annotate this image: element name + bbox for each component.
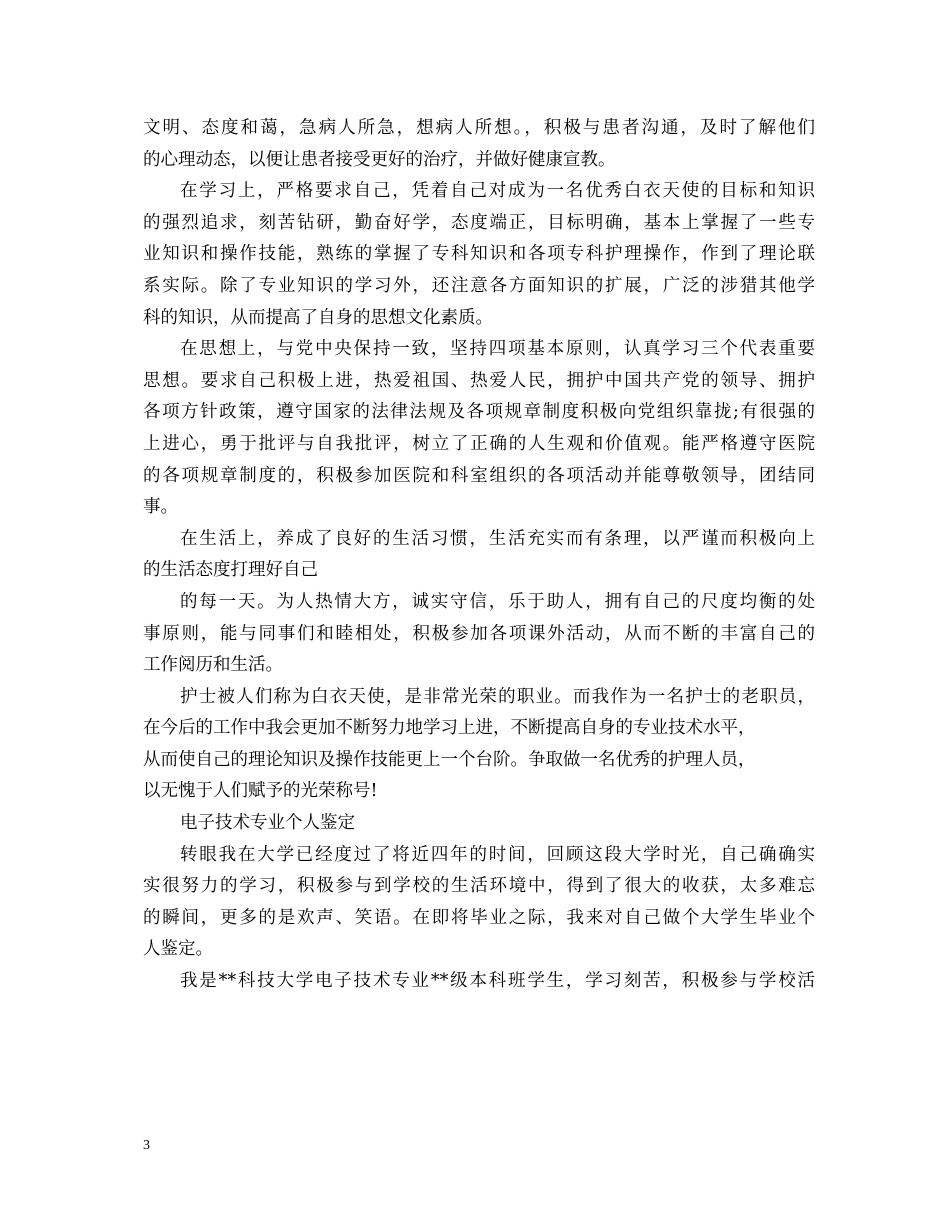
- text-line: 电子技术专业个人鉴定: [180, 813, 355, 834]
- text-line: 的强烈追求，刻苦钻研，勤奋好学，态度端正，目标明确，基本上掌握了一些专: [143, 212, 815, 233]
- text-line: 系实际。除了专业知识的学习外，还注意各方面知识的扩展，广泛的涉猎其他学: [143, 275, 815, 296]
- text-line: 我是**科技大学电子技术专业**级本科班学生，学习刻苦，积极参与学校活: [180, 971, 815, 992]
- text-line: 的每一天。为人热情大方，诚实守信，乐于助人，拥有自己的尺度均衡的处: [180, 591, 815, 612]
- text-line: 以无愧于人们赋予的光荣称号!: [143, 781, 378, 802]
- text-line: 科的知识，从而提高了自身的思想文化素质。: [143, 307, 493, 328]
- text-line: 在生活上，养成了良好的生活习惯，生活充实而有条理，以严谨而积极向上: [180, 528, 815, 549]
- text-line: 业知识和操作技能，熟练的掌握了专科知识和各项专科护理操作，作到了理论联: [143, 244, 815, 265]
- text-line: 转眼我在大学已经度过了将近四年的时间，回顾这段大学时光，自己确确实: [180, 844, 815, 865]
- text-line: 各项方针政策，遵守国家的法律法规及各项规章制度积极向党组织靠拢;有很强的: [143, 402, 815, 423]
- text-line: 思想。要求自己积极上进，热爱祖国、热爱人民，拥护中国共产党的领导、拥护: [143, 370, 815, 391]
- text-line: 实很努力的学习，积极参与到学校的生活环境中，得到了很大的收获，太多难忘: [143, 876, 815, 897]
- document-body: [143, 113, 815, 998]
- text-line: 从而使自己的理论知识及操作技能更上一个台阶。争取做一名优秀的护理人员，: [143, 749, 756, 770]
- text-line: 在今后的工作中我会更加不断努力地学习上进，不断提高自身的专业技术水平，: [143, 718, 756, 739]
- text-line: 在思想上，与党中央保持一致，坚持四项基本原则，认真学习三个代表重要: [180, 339, 815, 360]
- text-line: 的心理动态，以便让患者接受更好的治疗，并做好健康宣教。: [143, 149, 616, 170]
- page-number: 3: [143, 1138, 150, 1153]
- text-line: 的生活态度打理好自己: [143, 560, 318, 581]
- text-line: 上进心，勇于批评与自我批评，树立了正确的人生观和价值观。能严格遵守医院: [143, 433, 815, 454]
- text-line: 文明、态度和蔼，急病人所急，想病人所想。，积极与患者沟通，及时了解他们: [143, 118, 815, 138]
- text-line: 人鉴定。: [143, 939, 213, 960]
- text-line: 护士被人们称为白衣天使，是非常光荣的职业。而我作为一名护士的老职员，: [180, 686, 815, 707]
- text-line: 的各项规章制度的，积极参加医院和科室组织的各项活动并能尊敬领导，团结同: [143, 465, 815, 486]
- text-line: 的瞬间，更多的是欢声、笑语。在即将毕业之际，我来对自己做个大学生毕业个: [143, 907, 815, 928]
- text-line: 在学习上，严格要求自己，凭着自己对成为一名优秀白衣天使的目标和知识: [180, 181, 815, 202]
- text-line: 事原则，能与同事们和睦相处，积极参加各项课外活动，从而不断的丰富自己的: [143, 623, 815, 644]
- text-line: 事。: [143, 497, 178, 518]
- text-line: 工作阅历和生活。: [143, 655, 283, 676]
